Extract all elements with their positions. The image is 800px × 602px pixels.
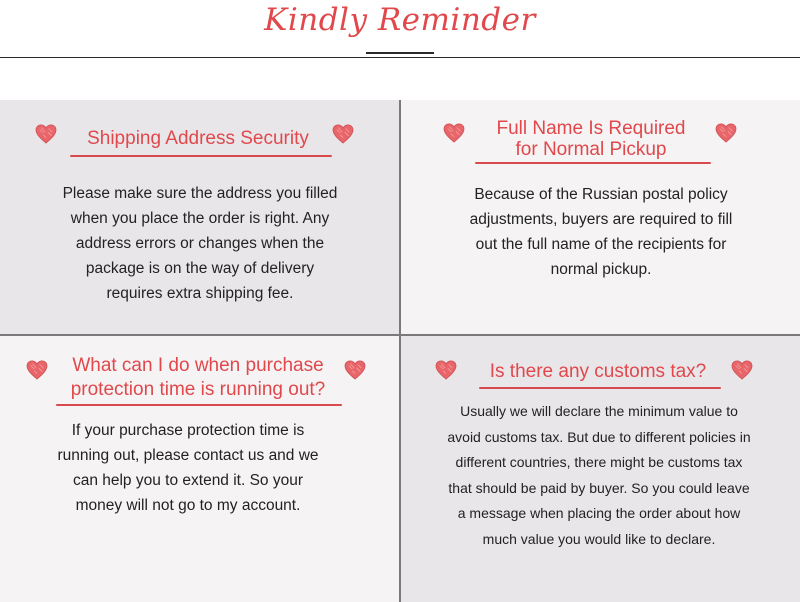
- vertical-divider: [399, 100, 401, 602]
- body-line: Usually we will declare the minimum value to: [460, 403, 738, 419]
- heart-icon: [715, 123, 737, 143]
- heading-underline: [479, 387, 721, 389]
- body-line: much value you would like to declare.: [482, 530, 716, 547]
- page-title: Kindly Reminder: [264, 2, 536, 38]
- body-line: different countries, there might be customs tax: [455, 454, 743, 470]
- header-divider: [0, 57, 800, 58]
- panel-body: [20, 181, 380, 306]
- panel-heading: [471, 118, 711, 160]
- reminder-grid: [0, 100, 800, 602]
- body-line: Because of the Russian postal policy: [474, 186, 728, 203]
- body-line: normal pickup.: [550, 261, 652, 278]
- body-line: when you place the order is right. Any: [70, 210, 330, 227]
- body-line: a message when placing the order about how: [457, 505, 741, 521]
- body-line: Please make sure the address you filled: [62, 185, 338, 202]
- panel-full-name: [401, 100, 800, 334]
- panel-customs-tax: [401, 336, 800, 602]
- heart-icon: [35, 124, 57, 144]
- body-line: address errors or changes when the: [75, 235, 325, 252]
- panel-heading: Shipping Address Security: [87, 128, 309, 149]
- heart-icon: [332, 124, 354, 144]
- header-accent-line: [366, 52, 434, 54]
- header: [0, 0, 800, 60]
- body-line: adjustments, buyers are required to fill: [469, 211, 733, 228]
- body-line: running out, please contact us and we: [57, 447, 319, 464]
- body-line: If your purchase protection time is: [71, 422, 305, 439]
- horizontal-divider: [0, 334, 800, 336]
- body-line: money will not go to my account.: [75, 497, 301, 514]
- heading-underline: [70, 155, 332, 157]
- panel-purchase-protection: [0, 336, 399, 602]
- heart-icon: [435, 360, 457, 380]
- heading-line: protection time is running out?: [70, 379, 326, 400]
- heart-icon: [443, 123, 465, 143]
- heart-icon: [344, 360, 366, 380]
- heading-line: Full Name Is Required: [496, 118, 686, 139]
- heart-icon: [26, 360, 48, 380]
- body-line: package is on the way of delivery: [85, 260, 315, 277]
- panel-body: [411, 399, 787, 552]
- body-line: can help you to extend it. So your: [72, 472, 304, 489]
- body-line: out the full name of the recipients for: [475, 236, 727, 253]
- panel-body: [8, 418, 368, 518]
- panel-heading: [52, 354, 344, 402]
- heading-underline: [56, 404, 342, 406]
- panel-shipping-address: [0, 100, 399, 334]
- panel-body: [421, 182, 781, 282]
- body-line: that should be paid by buyer. So you could leave: [448, 479, 750, 496]
- panel-heading: Is there any customs tax?: [489, 361, 707, 382]
- body-line: avoid customs tax. But due to different policies in: [447, 428, 751, 445]
- heading-underline: [475, 162, 711, 164]
- heading-line: What can I do when purchase: [72, 355, 324, 376]
- body-line: requires extra shipping fee.: [106, 285, 294, 302]
- heading-line: for Normal Pickup: [515, 139, 667, 160]
- heart-icon: [731, 360, 753, 380]
